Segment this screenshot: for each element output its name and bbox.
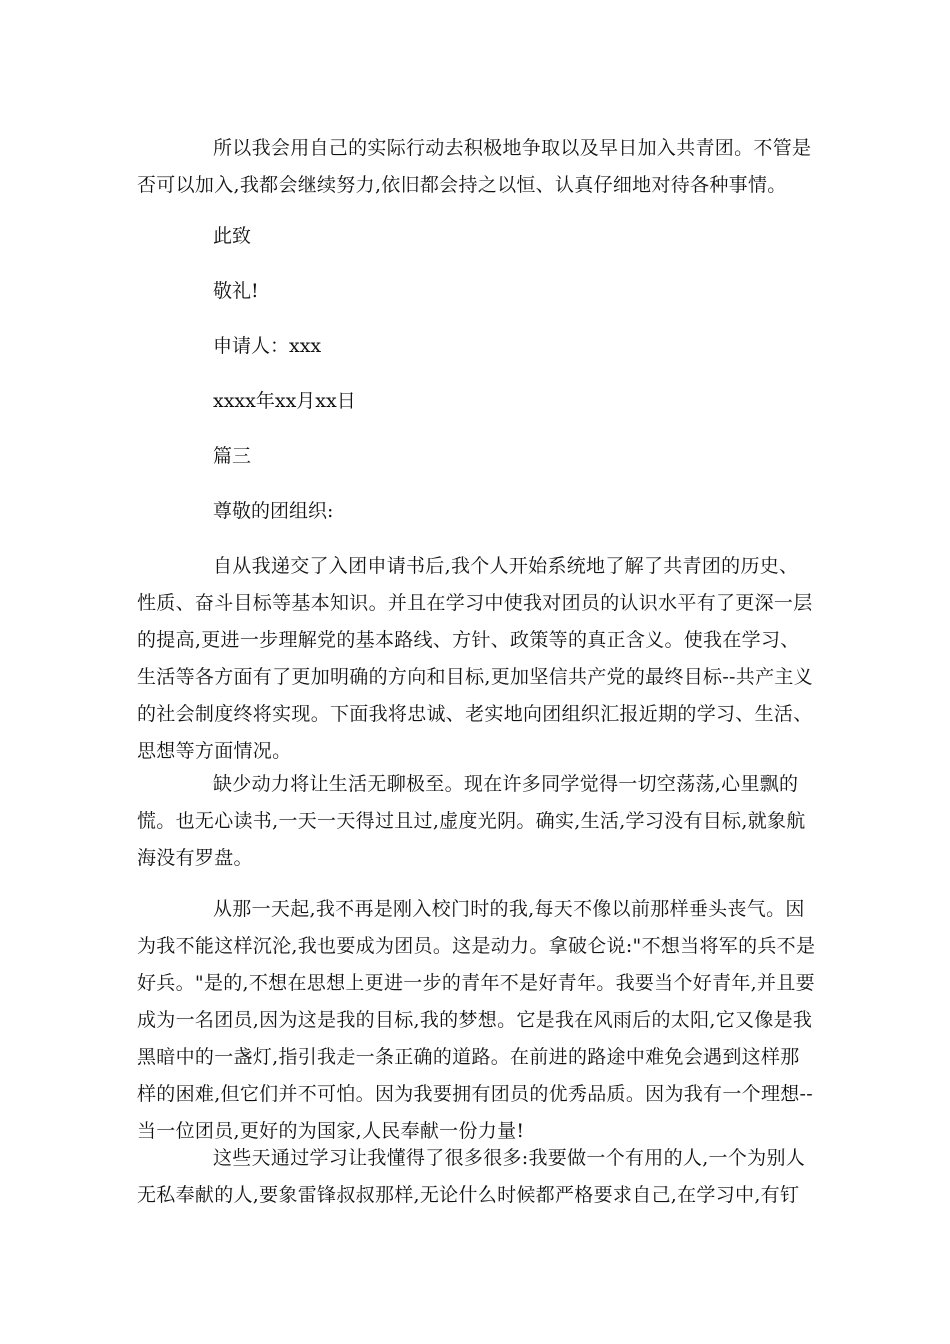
closing-jingli: 敬礼! (213, 280, 259, 302)
paragraph-join-league: 所以我会用自己的实际行动去积极地争取以及早日加入共青团。不管是否可以加入,我都会继续努力,依旧都会持之以恒、认真仔细地对待各种事情。 (137, 137, 812, 196)
section-heading: 篇三 (213, 445, 252, 467)
paragraph-goal: 从那一天起,我不再是刚入校门时的我,每天不像以前那样垂头丧气。因为我不能这样沉沦,我也要成为团员。这是动力。拿破仑说:"不想当将军的兵不是好兵。"是的,不想在思想上更进一步的青年不是好青年。我要当个好青年,并且要成为一名团员,因为这是我的目标,我的梦想。它是我在风雨后的太阳,它又像是我黑暗中的一盏灯,指引我走一条正确的道路。在前进的路途中难免会遇到这样那样的困难,但它们并不可怕。因为我要拥有团员的优秀品质。因为我有一个理想--当一位团员,更好的为国家,人民奉献一份力量! (137, 898, 816, 1142)
paragraph-report: 自从我递交了入团申请书后,我个人开始系统地了解了共青团的历史、性质、奋斗目标等基本知识。并且在学习中使我对团员的认识水平有了更深一层的提高,更进一步理解党的基本路线、方针、政策等的真正含义。使我在学习、生活等各方面有了更加明确的方向和目标,更加坚信共产党的最终目标--共产主义的社会制度终将实现。下面我将忠诚、老实地向团组织汇报近期的学习、生活、思想等方面情况。 (137, 555, 813, 762)
salutation: 尊敬的团组织: (213, 500, 334, 522)
applicant-line: 申请人：xxx (213, 335, 322, 357)
paragraph-learning: 这些天通过学习让我懂得了很多很多:我要做一个有用的人,一个为别人无私奉献的人,要象雷锋叔叔那样,无论什么时候都严格要求自己,在学习中,有钉 (137, 1147, 806, 1206)
date-line: xxxx年xx月xx日 (213, 390, 356, 412)
paragraph-motivation: 缺少动力将让生活无聊极至。现在许多同学觉得一切空荡荡,心里飘的慌。也无心读书,一天一天得过且过,虚度光阴。确实,生活,学习没有目标,就象航海没有罗盘。 (137, 773, 806, 869)
closing-cizhi: 此致 (213, 225, 252, 247)
